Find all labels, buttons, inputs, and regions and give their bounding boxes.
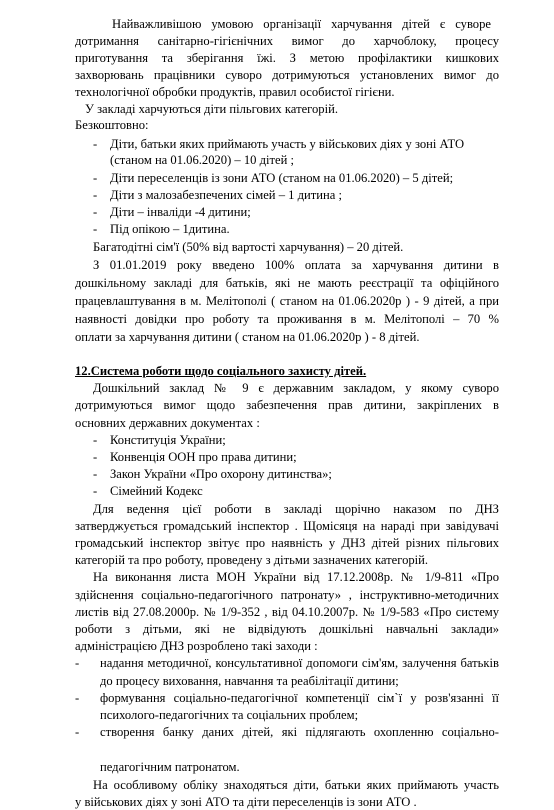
list-bullet: - — [75, 725, 80, 740]
list-item: Діти переселенців із зони АТО (станом на 01.06.2020) – 5 дітей; — [110, 171, 454, 185]
list-item: надання методичної, консультативної допомоги сім'ям, залучення батьків — [100, 656, 499, 671]
list-item: Конституція України; — [110, 432, 226, 447]
paragraph-line: дотримуються вимог щодо забезпечення прав дитини, закріплених в — [75, 398, 499, 413]
paragraph-line: здійснення соціально-педагогічного патронату» , інструктивно-методичних — [75, 587, 499, 602]
list-bullet: - — [93, 137, 98, 151]
list-item: Діти з малозабезпечених сімей – 1 дитина ; — [110, 188, 342, 202]
list-item: Під опікою – 1дитина. — [110, 222, 230, 236]
free-label: Безкоштовно: — [75, 118, 149, 132]
list-item: Діти, батьки яких приймають участь у військових діях у зоні АТО — [110, 137, 465, 151]
list-item-continuation: до процесу виховання, навчання та реабілітації дитини; — [100, 673, 399, 688]
paragraph-line: На виконання листа МОН України від 17.12.2008р. № 1/9-811 «Про — [93, 570, 499, 585]
paragraph-line: листів від 27.08.2000р. № 1/9-352 , від 04.10.2007р. № 1/9-583 «Про систему — [75, 604, 499, 619]
list-bullet: - — [93, 484, 98, 499]
paragraph-line: затверджується громадський інспектор . Щомісяця на нараді при завідувачі — [75, 518, 499, 533]
list-bullet: - — [93, 450, 98, 464]
list-bullet: - — [93, 171, 98, 185]
list-item: створення банку даних дітей, які підлягають охопленню соціально- — [100, 725, 499, 740]
list-bullet: - — [75, 690, 80, 705]
paragraph-line: категорій та про роботу, проведену з дітьми зазначених категорій. — [75, 553, 429, 568]
list-item-continuation: педагогічним патронатом. — [100, 759, 240, 774]
list-item: формування соціально-педагогічної компетенції сім`ї у розв'язанні її — [100, 690, 499, 705]
list-bullet: - — [93, 467, 98, 482]
list-bullet: - — [93, 188, 98, 202]
list-item-continuation: психолого-педагогічних та соціальних проблем; — [100, 708, 359, 722]
paragraph-line: у військових діях у зоні АТО та діти переселенців із зони АТО . — [75, 794, 417, 809]
paragraph-line: наявності довідки про роботу та проживання в м. Мелітополі – 70 % — [75, 312, 499, 326]
list-item: Діти – інваліди -4 дитини; — [110, 205, 251, 219]
paragraph-line: З 01.01.2019 року введено 100% оплата за харчування дитини в — [93, 258, 499, 272]
paragraph-line: оплати за харчування дитини ( станом на 01.06.2020р ) - 8 дітей. — [75, 330, 420, 344]
large-families-line: Багатодітні сім'ї (50% від вартості харчування) – 20 дітей. — [93, 240, 404, 254]
section-heading: 12.Система роботи щодо соціального захисту дітей. — [75, 364, 367, 378]
list-bullet: - — [93, 205, 98, 219]
paragraph-line: захворювань працівники суворо дотримуються установлених вимог до — [75, 68, 499, 82]
paragraph-line: На особливому обліку знаходяться діти, батьки яких приймають участь — [93, 777, 499, 792]
paragraph-line: громадський інспектор звітує про наявність у ДНЗ дітей різних пільгових — [75, 536, 499, 550]
paragraph-line: основних державних документах : — [75, 415, 260, 430]
paragraph-line: Дошкільний заклад № 9 є державним закладом, у якому суворо — [93, 381, 499, 396]
list-item: Сімейний Кодекс — [110, 484, 203, 499]
paragraph-line: роботи з дітьми, які не відвідують дошкільні навчальні заклади» — [75, 622, 499, 636]
list-item: Закон України «Про охорону дитинства»; — [110, 467, 332, 482]
paragraph-line: технологічної обробки продуктів, правил особистої гігієни. — [75, 85, 395, 99]
list-item: Конвенція ООН про права дитини; — [110, 450, 297, 464]
paragraph-line: Для ведення цієї роботи в закладі щорічно наказом по ДНЗ — [93, 501, 499, 516]
benefit-intro: У закладі харчуються діти пільгових категорій. — [85, 102, 338, 116]
paragraph-line: Найважливішою умовою організації харчування дітей є суворе — [112, 17, 491, 31]
paragraph-line: працевлаштування в м. Мелітополі ( станом на 01.06.2020р ) - 9 дітей, а при — [75, 294, 499, 308]
list-bullet: - — [93, 432, 98, 447]
list-item-continuation: (станом на 01.06.2020) – 10 дітей ; — [110, 153, 295, 167]
paragraph-line: дошкільному закладі для батьків, які не мають реєстрації та офіційного — [75, 276, 499, 290]
list-bullet: - — [75, 656, 80, 671]
paragraph-line: дотримання санітарно-гігієнічних вимог до харчоблоку, процесу — [75, 34, 499, 48]
paragraph-line: приготування та зберігання їжі. З метою профілактики кишкових — [75, 51, 499, 65]
list-bullet: - — [93, 222, 98, 236]
paragraph-line: адміністрацією ДНЗ розроблено такі заходи : — [75, 639, 318, 654]
